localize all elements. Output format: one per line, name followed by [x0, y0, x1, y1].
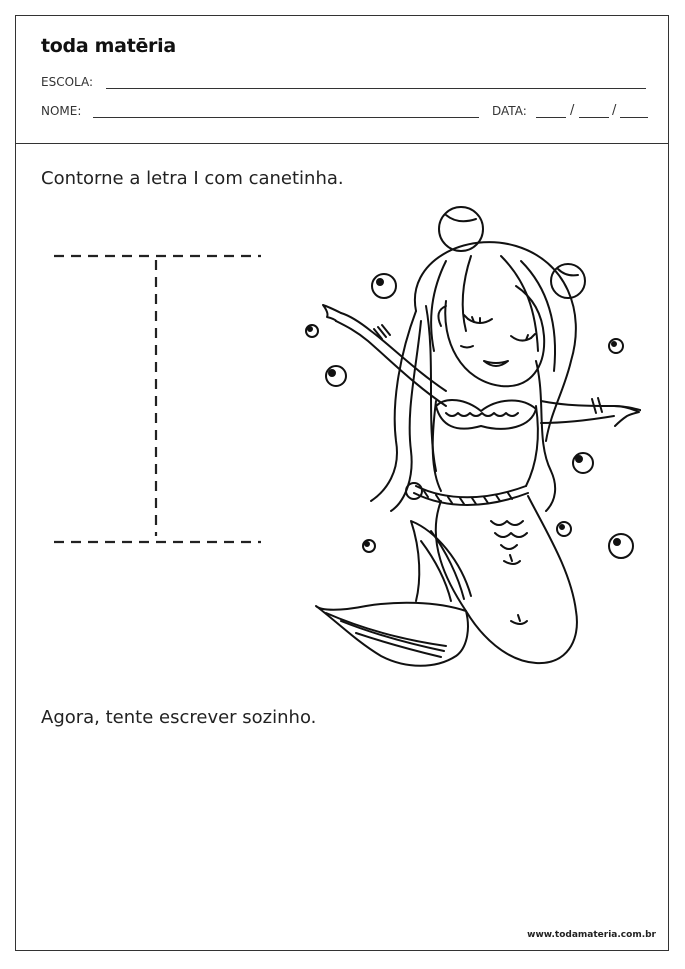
dashed-letter-i[interactable] [46, 246, 266, 551]
worksheet-page [15, 15, 669, 951]
date-year-field[interactable] [620, 117, 648, 118]
date-day-field[interactable] [536, 117, 566, 118]
practice-instruction: Agora, tente escrever sozinho. [41, 707, 317, 728]
school-label: ESCOLA: [41, 75, 94, 89]
date-month-field[interactable] [579, 117, 609, 118]
footer-url[interactable]: www.todamateria.com.br [527, 930, 656, 940]
name-field[interactable] [93, 117, 479, 118]
school-field[interactable] [106, 88, 646, 89]
date-separator: / [612, 103, 617, 118]
date-label: DATA: [492, 104, 527, 118]
brand-logo: toda matēria [41, 35, 176, 57]
worksheet-header [16, 16, 668, 144]
mermaid-illustration [296, 201, 641, 671]
name-label: NOME: [41, 104, 82, 118]
trace-instruction: Contorne a letra I com canetinha. [41, 168, 344, 189]
date-separator: / [570, 103, 575, 118]
